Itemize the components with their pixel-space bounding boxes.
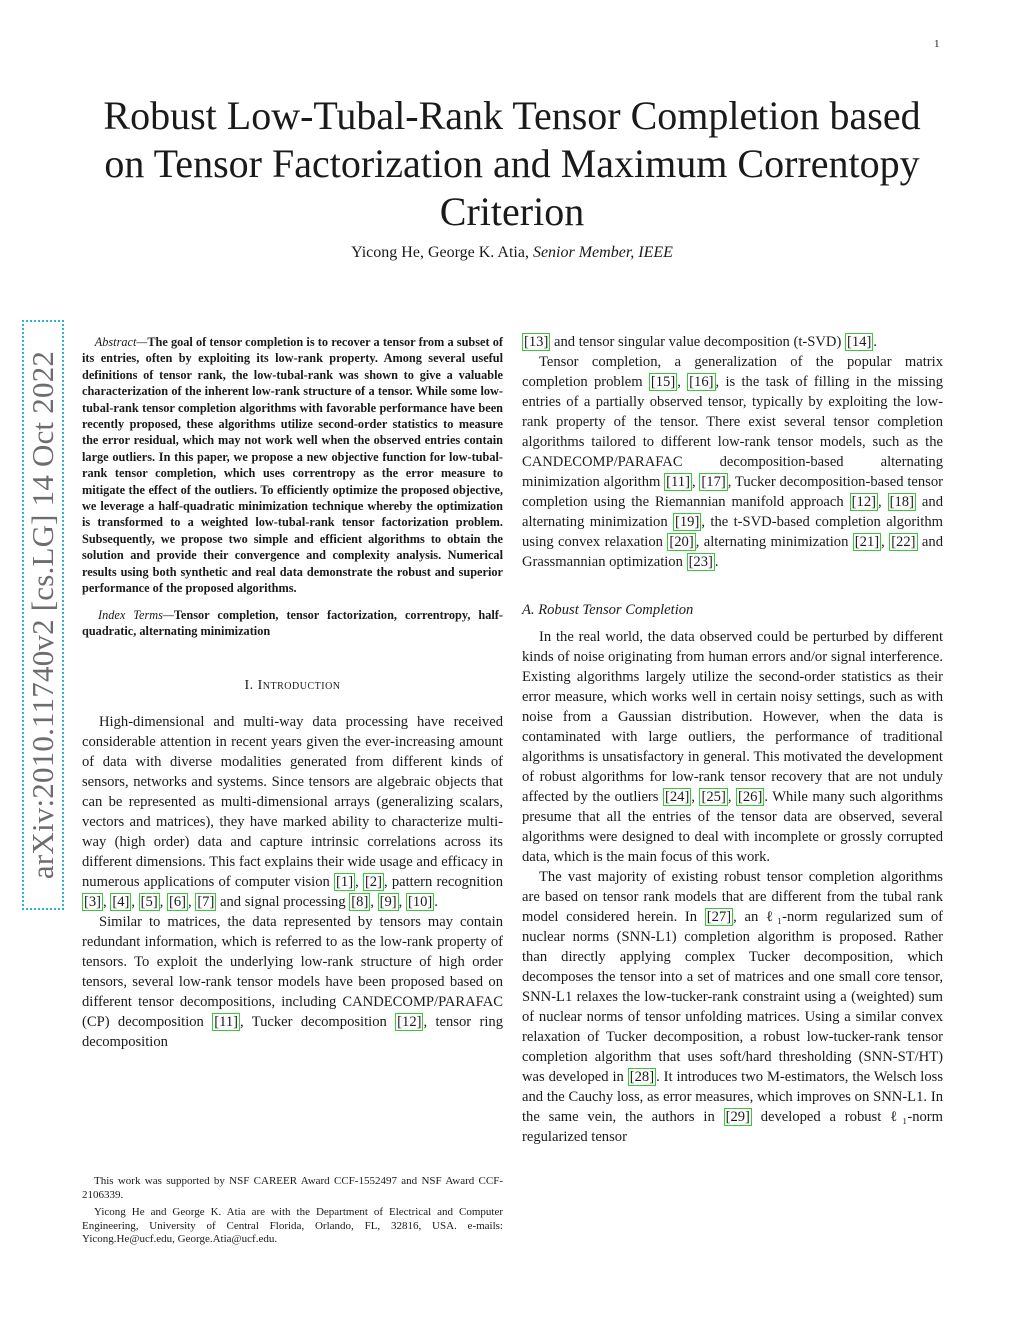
text-run: and tensor singular value decomposition (t-SVD) [550,334,845,350]
citation-link[interactable]: [18] [889,494,914,510]
citation-link[interactable]: [16] [689,374,714,390]
citation-link[interactable]: [19] [675,514,700,530]
text-run: , is the task of filling in the missing entries of a partially observed tensor, typically by exploiting the low-rank property of the tensor. There exist several tensor completion algorithms tailored to different low-rank tensor models, such as the CANDECOMP/PARAFAC decomposition-based alternating minimization algorithm [522,374,943,490]
citation-link[interactable]: [25] [701,789,726,805]
index-terms [82,607,503,640]
citation-link[interactable]: [7] [197,894,215,911]
right-column [522,332,943,1147]
citation-link[interactable]: [12] [397,1014,422,1031]
citation-link[interactable]: [10] [407,894,433,911]
text-run: , pattern recognition [383,874,504,891]
text-run: The vast majority of existing robust tensor completion algorithms are based on tensor rank models that are different from the tubal rank model considered herein. In [522,869,943,925]
robust-paragraph-2 [522,867,943,1147]
citation-link[interactable]: [27] [706,909,732,925]
index-terms-text: Tensor completion, tensor factorization, correntropy, half-quadratic, alternating minimization [82,607,503,638]
text-run: , an ℓ₁-norm regularized sum of nuclear norms (SNN-L1) completion algorithm is proposed. Rather than directly applying complex Tucker decomposition, which decomposes the tensor into a set of matrices and one small core tensor, SNN-L1 relaxes the low-tucker-rank constraint using a (weighted) sum of nuclear norms of tensor unfolding matrices. Using a similar convex relaxation of Tucker decomposition, a robust low-tucker-rank tensor completion algorithm that uses soft/hard thresholding (SNN-ST/HT) was developed in [522,909,943,1085]
authors: Yicong He, George K. Atia, [351,244,529,261]
citation-link[interactable]: [2] [364,874,382,891]
arxiv-stamp[interactable] [22,320,64,910]
author-line [80,244,944,262]
citation-link[interactable]: [28] [629,1069,655,1085]
text-run: and signal processing [216,894,350,911]
citation-link[interactable]: [1] [336,874,354,891]
footnotes [82,1175,503,1251]
citation-link[interactable]: [11] [666,474,690,490]
text-run: and Grassmannian optimization [522,534,943,570]
citation-link[interactable]: [14] [846,334,872,350]
citation-link[interactable]: [8] [351,894,369,911]
text-run: , the t-SVD-based completion algorithm using convex relaxation [522,514,943,550]
abstract-text: The goal of tensor completion is to recover a tensor from a subset of its entries, often by exploiting its low-rank property. Among several useful definitions of tensor rank, the low-tubal-rank was shown to give a valuable characterization of the inherent low-rank structure of a tensor. While some low-tubal-rank tensor completion algorithms with favorable performance have been recently proposed, these algorithms utilize second-order statistics to measure the error residual, which may not work well when the observed entries contain large outliers. In this paper, we propose a new objective function for low-tubal-rank tensor completion, which uses correntropy as the error measure to mitigate the effect of the outliers. To efficiently optimize the proposed objective, we leverage a half-quadratic minimization technique whereby the optimization is transformed to a weighted low-tubal-rank tensor factorization problem. Subsequently, we propose two simple and efficient algorithms to obtain the solution and provide their convergence and complexity analysis. Numerical results using both synthetic and real data demonstrate the robust and superior performance of the proposed algorithms. [82,335,504,596]
intro-paragraph-2-continued: [13] and tensor singular value decomposition (t-SVD) [14] . [524,334,877,350]
text-run: , Tucker decomposition-based tensor completion using the Riemannian manifold approach [522,474,944,510]
text-run: , tensor ring decomposition [82,1014,503,1051]
paper-title: Robust Low-Tubal-Rank Tensor Completion based on Tensor Factorization and Maximum Correntopy Criterion [103,93,921,234]
subsection-heading-robust-tensor-completion: A. Robust Tensor Completion [522,602,694,618]
citation-link[interactable]: [12] [851,494,876,510]
citation-link[interactable]: [11] [214,1014,238,1031]
citation-link[interactable]: [4] [112,894,130,911]
citation-link[interactable]: [6] [168,894,187,911]
text-run: In the real world, the data observed could be perturbed by different kinds of noise originating from human errors and/or signal interference. Existing algorithms largely utilize the second-order statistics as their error measure, which works well in certain noisy settings, such as with noise from a Gaussian distribution. However, when the data is contaminated with large outliers, the performance of traditional algorithms is unsatisfactory in general. This motivated the development of robust algorithms for low-rank tensor recovery that are not unduly affected by the outliers [522,629,943,805]
text-run: , alternating minimization [695,534,853,550]
abstract [82,334,503,597]
text-run: . While many such algorithms presume that all the entries of the tensor data are observed, several algorithms were designed to deal with incomplete or grossly corrupted data, which is the main focus of this work. [522,789,944,865]
citation-link[interactable]: [21] [854,534,880,550]
arxiv-stamp-text: arXiv:2010.11740v2 [cs.LG] 14 Oct 2022 [25,350,60,880]
text-run: and alternating minimization [522,494,943,530]
intro-paragraph-2 [82,912,503,1052]
text-run: . It introduces two M-estimators, the Welsch loss and the Cauchy loss, as error measures, which improves on SNN-L1. In the same vein, the authors in [522,1069,944,1125]
abstract-label: Abstract— [94,335,148,349]
text-run: High-dimensional and multi-way data processing have received considerable attention in recent years given the ever-increasing amount of data with diverse modalities generated from different kinds of sensors, networks and systems. Since tensors are algebraic objects that can be represented as multi-dimensional arrays (generalizing scalars, vectors and matrices), they have marked ability to characterize multi-way (high order) data and capture intrinsic correlations across its different dimensions. This fact explains their wide usage and efficacy in numerous applications of computer vision [82,714,503,891]
citation-link[interactable]: [3] [84,894,102,911]
text-run: , Tucker decomposition [239,1014,396,1031]
footnote-affiliation: Yicong He and George K. Atia are with the Department of Electrical and Computer Engineering, University of Central Florida, Orlando, FL, 32816, USA. e-mails: Yicong.He@ucf.edu, George.Atia@ucf.edu. [82,1206,503,1245]
citation-link[interactable]: [17] [701,474,726,490]
index-terms-label: Index Terms— [98,607,174,622]
citation-link[interactable]: [22] [891,534,916,550]
robust-paragraph-1: In the real world, the data observed could be perturbed by different kinds of noise originating from human errors and/or signal interference. Existing algorithms largely utilize the second-order statistics as their error measure, which works well in certain noisy settings, such as with noise from a Gaussian distribution. However, when the data is contaminated with large outliers, the performance of traditional algorithms is unsatisfactory in general. This motivated the development of robust algorithms for low-rank tensor recovery that are not unduly affected by the outliers [24] , [25] , [26] . While many such algorithms presume that all the entries of the tensor data are observed, several algorithms were designed to deal with incomplete or grossly corrupted data, which is the main focus of this work. [522,629,944,865]
intro-paragraph-3: Tensor completion, a generalization of the popular matrix completion problem [15] , [16] , is the task of filling in the missing entries of a partially observed tensor, typically by exploiting the low-rank property of the tensor. There exist several tensor completion algorithms tailored to different low-rank tensor models, such as the CANDECOMP/PARAFAC decomposition-based alternating minimization algorithm [11] , [17] , Tucker decomposition-based tensor completion using the Riemannian manifold approach [12] , [18] and alternating minimization [19] , the t-SVD-based completion algorithm using convex relaxation [20] , alternating minimization [21] , [22] and Grassmannian optimization [23] . [522,354,944,570]
citation-link[interactable]: [23] [688,554,713,570]
intro-paragraph-1: High-dimensional and multi-way data processing have received considerable attention in recent years given the ever-increasing amount of data with diverse modalities generated from different kinds of sensors, networks and systems. Since tensors are algebraic objects that can be represented as multi-dimensional arrays (generalizing scalars, vectors and matrices), they have marked ability to characterize multi-way (high order) data and capture intrinsic correlations across its different dimensions. This fact explains their wide usage and efficacy in numerous applications of computer vision [1] , [2] , pattern recognition [3] , [4] , [5] , [6] , [7] and signal processing [8] , [9] , [10] . [82,714,504,911]
citation-link[interactable]: [9] [379,894,397,911]
left-column [82,334,503,1052]
section-heading-introduction: I. Introduction [244,678,341,694]
citation-link[interactable]: [5] [140,894,158,911]
citation-link[interactable]: [26] [737,789,763,805]
citation-link[interactable]: [15] [650,374,676,390]
author-role: Senior Member, IEEE [532,244,673,261]
text-run: Tensor completion, a generalization of the popular matrix completion problem [522,354,943,390]
footnote-funding: This work was supported by NSF CAREER Award CCF-1552497 and NSF Award CCF-2106339. [82,1175,503,1201]
citation-link[interactable]: [20] [669,534,694,550]
citation-link[interactable]: [13] [524,334,549,350]
citation-link[interactable]: [24] [664,789,690,805]
citation-link[interactable]: [29] [725,1109,750,1125]
page-number: 1 [934,38,940,50]
text-run: developed a robust ℓ₁-norm regularized tensor [522,1109,943,1145]
text-run: Similar to matrices, the data represented by tensors may contain redundant information, which is referred to as the low-rank property of tensors. To exploit the underlying low-rank structure of high order tensors, several low-rank tensor models have been proposed based on different tensor decompositions, including CANDECOMP/PARAFAC (CP) decomposition [82,914,503,1031]
